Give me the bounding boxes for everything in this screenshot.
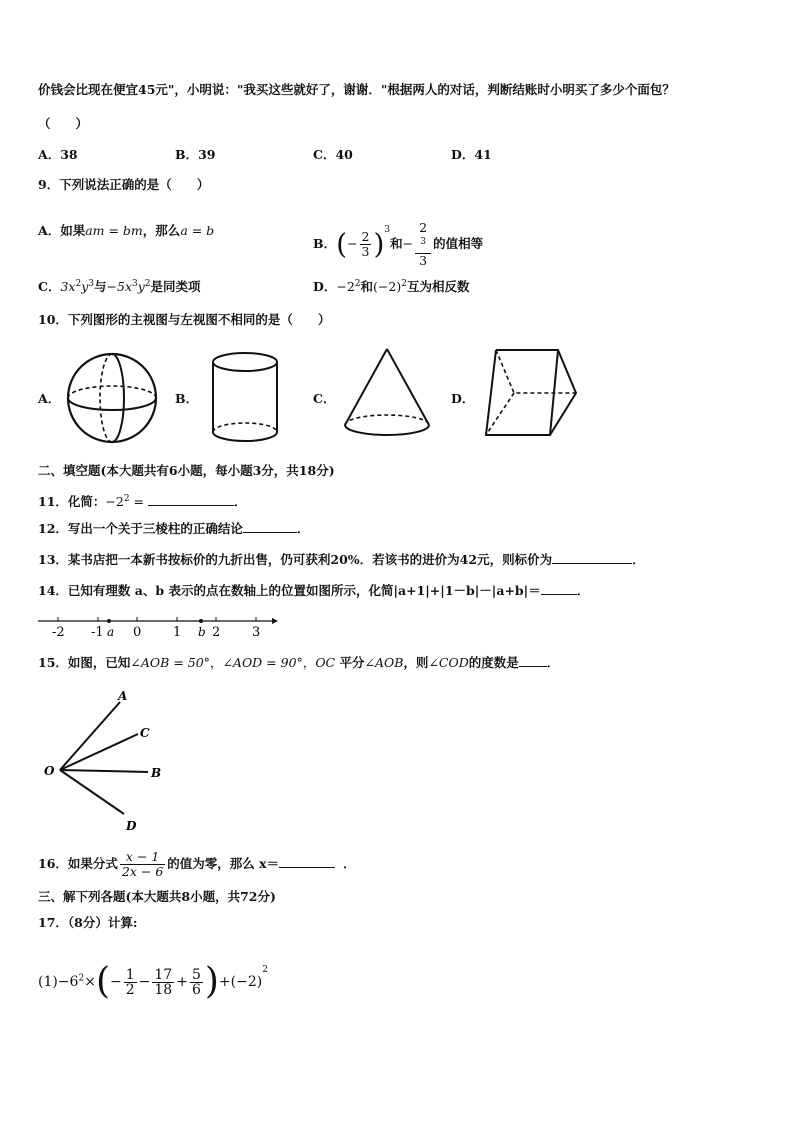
q8-text-line: 价钱会比现在便宜45元"，小明说："我买这些就好了，谢谢．"根据两人的对话，判断结账时小明买了多少个面包？ — [38, 82, 675, 97]
q17-expression: $(1)-6^2\times(-$ $\frac{1}{2}$ − $\frac{17}{18}$ + $\frac{5}{6}$ )$+(-2)^2$ — [38, 961, 268, 1002]
q10-stem: 10．下列图形的主视图与左视图不相同的是（ ） — [38, 312, 331, 327]
point-label: A — [118, 689, 128, 703]
q15-line: 15．如图，已知∠AOB = 50°，∠AOD = 90°，OC 平分∠AOB，则∠COD的度数是 ． — [38, 655, 560, 670]
q9-option-b: B．(− $\frac{2}{3}$ )$^3$和− 2 $^3$ 3 的值相等 — [313, 220, 484, 268]
tick-label: 3 — [252, 625, 261, 640]
q8-answer-paren: （ ） — [38, 116, 89, 131]
q10-label-c: C． — [313, 391, 336, 406]
point-label: C — [140, 726, 150, 740]
cylinder-figure — [205, 350, 285, 446]
q10-label-a: A． — [38, 391, 61, 406]
point-label-a: a — [107, 625, 115, 639]
q9-option-c: C．$3x^2y^3$与$-5x^3y^2$是同类项 — [38, 279, 201, 295]
section-3-heading: 三、解下列各题(本大题共8小题，共72分) — [38, 889, 276, 904]
tick-label: -2 — [52, 625, 65, 640]
q8-option-a: A．38 — [38, 147, 78, 162]
q12-answer-blank[interactable] — [243, 520, 297, 533]
q10-label-d: D． — [451, 391, 475, 406]
q10-label-b: B． — [175, 391, 199, 406]
q9-option-d: D．$-2^2$和$(-2)^2$互为相反数 — [313, 279, 470, 295]
tick-label: 0 — [133, 625, 142, 640]
q14-answer-blank[interactable] — [541, 582, 577, 595]
q16-line: 16．如果分式 $\frac{x - 1}{2x - 6}$ 的值为零，那么 x＝ ． — [38, 849, 356, 879]
q15-answer-blank[interactable] — [519, 654, 547, 667]
q9-stem: 9．下列说法正确的是（ ） — [38, 177, 210, 192]
point-label: B — [151, 766, 162, 780]
q17-stem: 17．（8分）计算: — [38, 915, 138, 930]
q8-option-b: B．39 — [175, 147, 216, 162]
tick-label: 1 — [173, 625, 182, 640]
point-label-b: b — [198, 625, 206, 639]
q11-line: 11．化简：$-2^2$ = ． — [38, 494, 247, 510]
q8-option-c: C．40 — [313, 147, 353, 162]
q8-option-d: D．41 — [451, 147, 492, 162]
q13-answer-blank[interactable] — [552, 551, 632, 564]
q11-answer-blank[interactable] — [148, 493, 234, 506]
q16-answer-blank[interactable] — [279, 855, 335, 868]
point-label: D — [126, 819, 137, 833]
q13-line: 13．某书店把一本新书按标价的九折出售，仍可获利20%．若该书的进价为42元，则标价为 ． — [38, 552, 645, 567]
tick-label: 2 — [212, 625, 221, 640]
point-label: O — [44, 764, 55, 778]
sphere-figure — [64, 350, 164, 446]
prism-figure — [478, 347, 580, 441]
q9-option-a: A．如果am = bm，那么a = b — [38, 223, 215, 238]
q12-line: 12．写出一个关于三棱柱的正确结论 ． — [38, 521, 310, 536]
number-line — [36, 612, 280, 642]
angle-diagram — [40, 686, 175, 834]
tick-label: -1 — [91, 625, 104, 640]
q14-line: 14．已知有理数 a、b 表示的点在数轴上的位置如图所示，化简|a+1|+|1－b|－|a+b|＝ ． — [38, 583, 590, 598]
section-2-heading: 二、填空题(本大题共有6小题，每小题3分，共18分) — [38, 463, 335, 478]
cone-figure — [340, 345, 436, 441]
